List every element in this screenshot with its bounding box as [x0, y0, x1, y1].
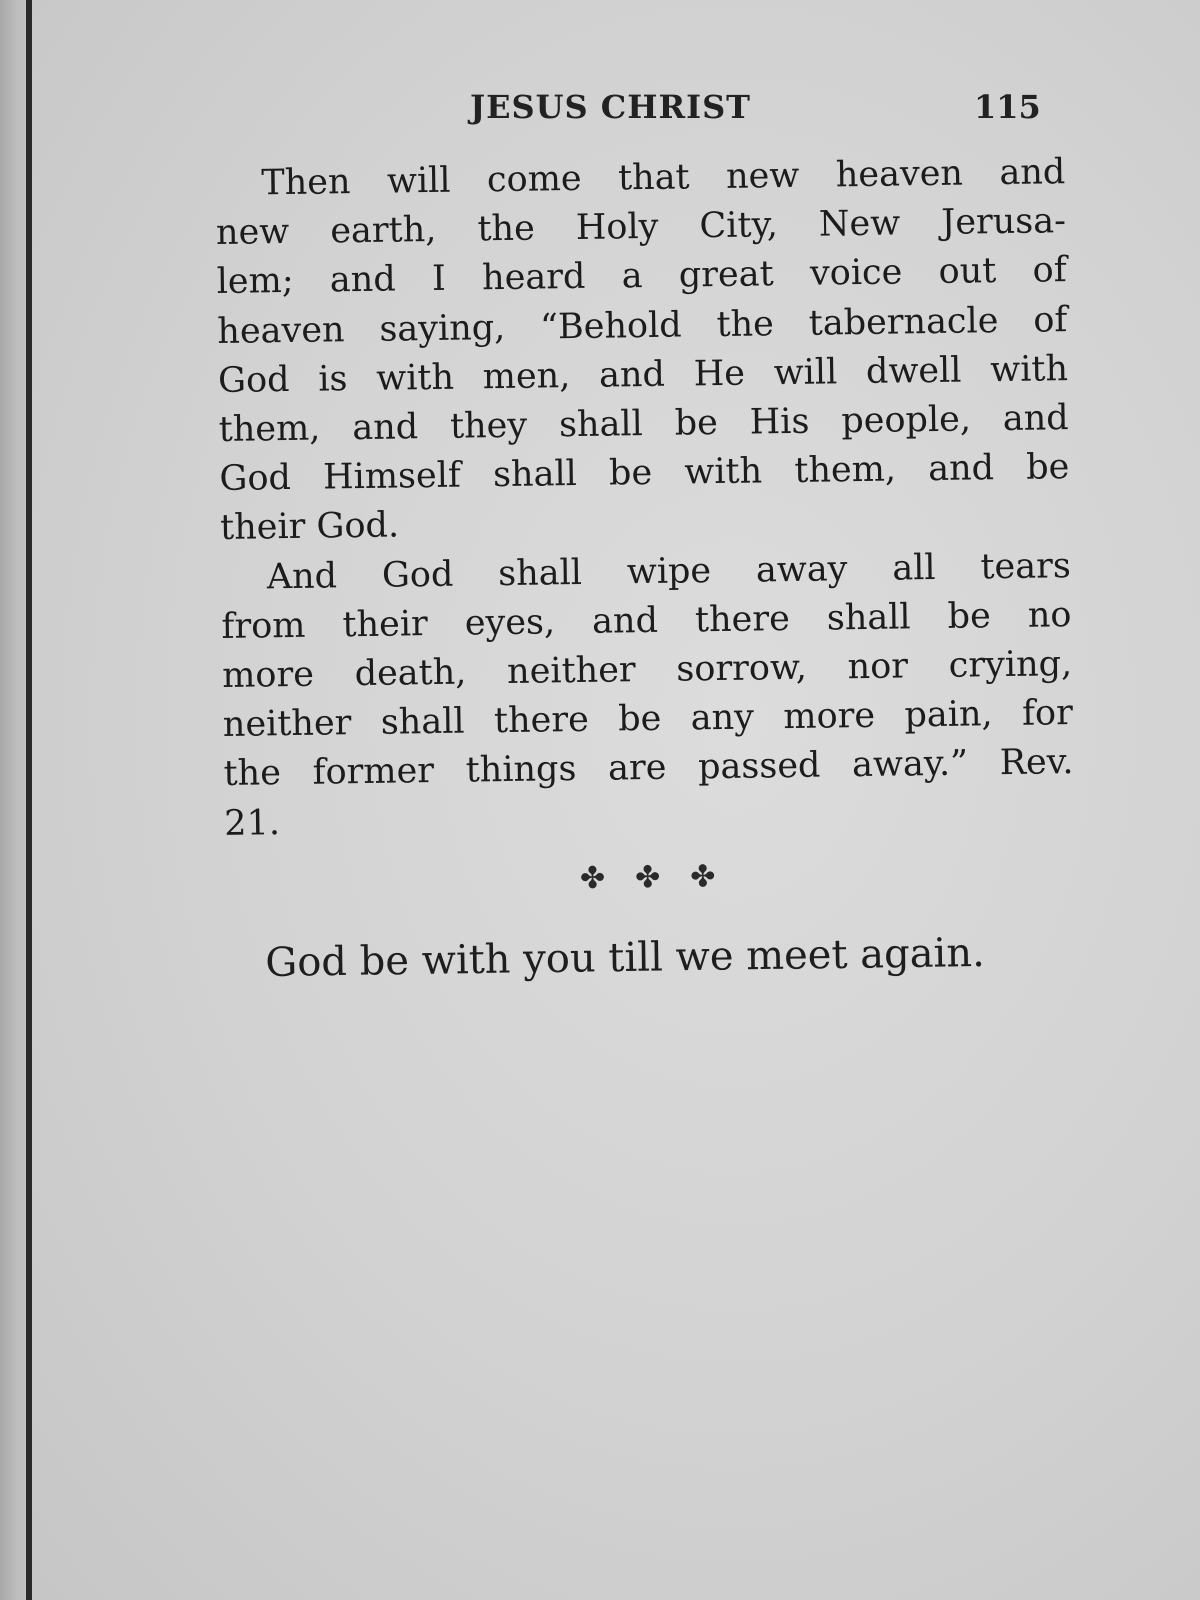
paragraph-2: [220, 542, 1074, 849]
text-line: the former things are passed away.” Rev.: [223, 742, 1074, 795]
text-line: neither shall there be any more pain, for: [222, 693, 1074, 746]
text-line: lem; and I heard a great voice out of: [216, 250, 1067, 303]
text-line: them, and they shall be His people, and: [218, 398, 1069, 450]
running-head: JESUS CHRIST: [470, 88, 751, 126]
closing-farewell: God be with you till we meet again.: [265, 929, 986, 986]
text-line: 21.: [223, 802, 281, 844]
paragraph-1: [215, 148, 1070, 553]
text-line: God is with men, and He will dwell with: [217, 348, 1069, 401]
text-line: new earth, the Holy City, New Jerusa-: [215, 201, 1067, 254]
text-line: more death, neither sorrow, nor crying,: [221, 644, 1073, 696]
text-line: heaven saying, “Behold the tabernacle of: [217, 299, 1068, 352]
page-number: 115: [974, 88, 1041, 126]
text-line: their God.: [219, 505, 400, 549]
text-line: Then will come that new heaven and: [261, 152, 1066, 204]
text-line: from their eyes, and there shall be no: [221, 594, 1072, 647]
section-break-ornaments: ✤✤✤: [579, 858, 746, 897]
body-text: [215, 148, 1075, 849]
page-left-edge: [0, 0, 28, 1600]
text-line: God Himself shall be with them, and be: [219, 447, 1070, 500]
text-line: And God shall wipe away all tears: [266, 545, 1072, 597]
